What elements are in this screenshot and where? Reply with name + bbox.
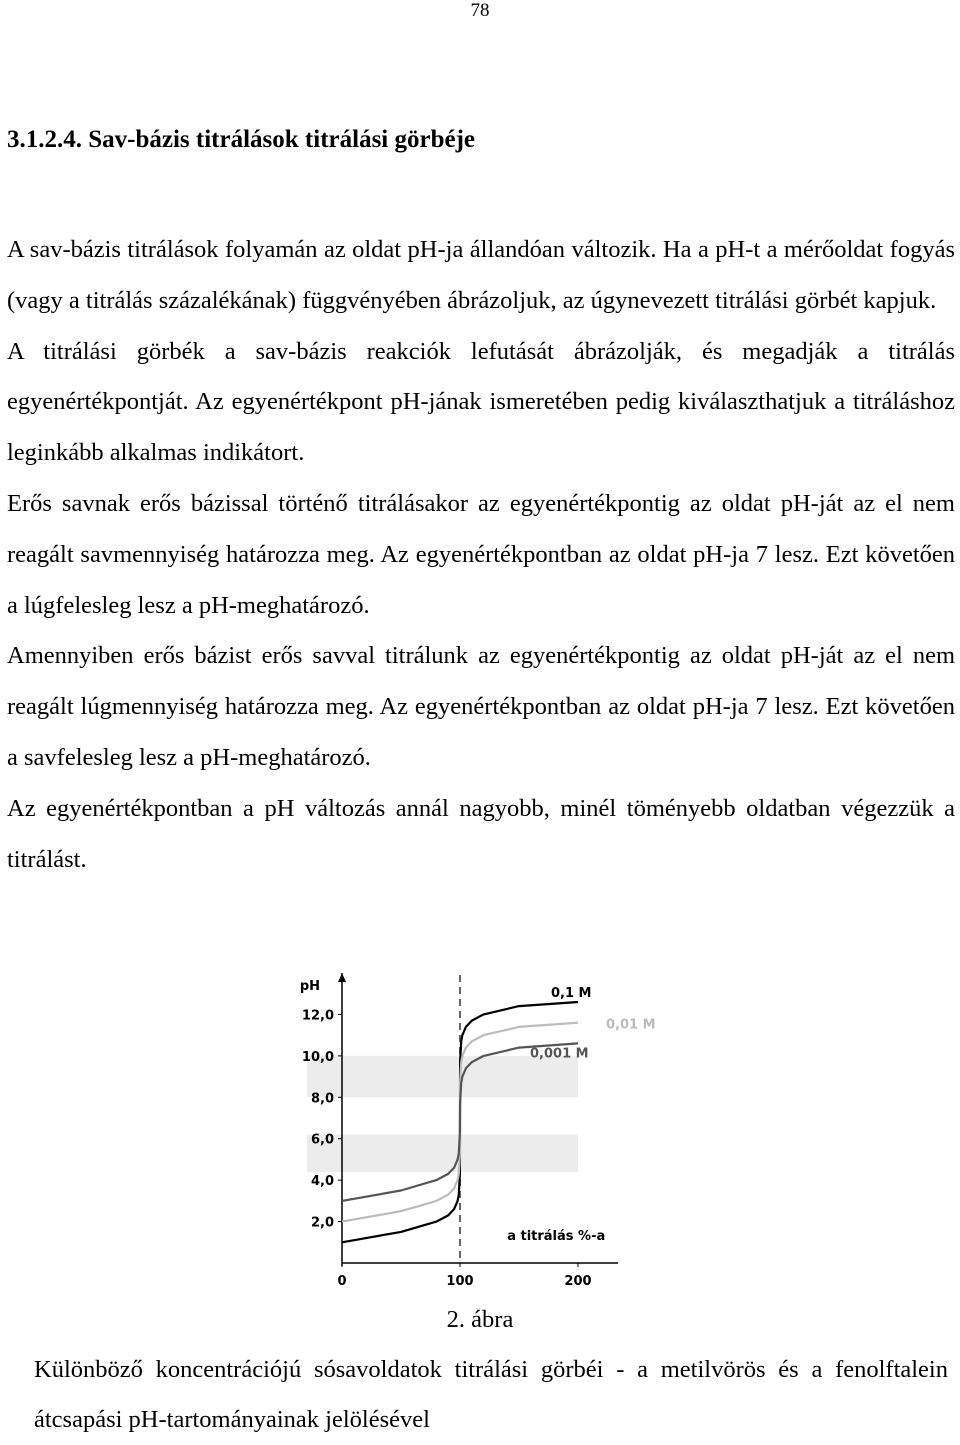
page-number: 78 <box>470 0 490 21</box>
x-tick-label: 100 <box>446 1274 474 1289</box>
y-tick-label: 6,0 <box>310 1132 334 1148</box>
x-tick-label: 0 <box>337 1274 347 1289</box>
y-tick-label: 2,0 <box>310 1215 334 1231</box>
x-axis-label: a titrálás %-a <box>507 1229 606 1244</box>
series-label-3: 0,001 M <box>530 1046 589 1062</box>
section-heading: 3.1.2.4. Sav-bázis titrálások titrálási görbéje <box>7 126 476 153</box>
paragraph-3: Erős savnak erős bázissal történő titrálásakor az egyenértékpontig az oldat pH-ját az el nem reagált savmennyiség határozza meg. Az egyenértékpontban az oldat pH-ja 7 lesz. Ezt követően a lúgfelesleg lesz a pH-meghatározó. <box>7 489 955 619</box>
series-label-1: 0,1 M <box>551 986 592 1001</box>
body-text <box>7 225 955 885</box>
indicator-band-2 <box>307 1132 578 1172</box>
paragraph-4: Amennyiben erős bázist erős savval titrálunk az egyenértékpontig az oldat pH-ját az el nem reagált lúgmennyiség határozza meg. Az egyenértékpontban az oldat pH-ja 7 lesz. Ezt követően a savfelesleg lesz a pH-meghatározó. <box>7 642 955 771</box>
y-axis-label: pH <box>299 979 320 994</box>
figure-number: 2. ábra <box>446 1306 514 1333</box>
titration-curve-chart <box>283 960 683 1290</box>
y-tick-label: 12,0 <box>301 1008 334 1024</box>
y-tick-label: 10,0 <box>301 1049 334 1065</box>
chart-canvas <box>283 960 683 1290</box>
paragraph-1: A sav-bázis titrálások folyamán az oldat pH-ja állandóan változik. Ha a pH-t a mérőoldat fogyás (vagy a titrálás százalékának) függvényében ábrázoljuk, az úgynevezett titrálási görbét kapjuk. <box>7 236 955 314</box>
paragraph-2: A titrálási görbék a sav-bázis reakciók lefutását ábrázolják, és megadják a titrálás egyenértékpontját. Az egyenértékpont pH-jának ismeretében pedig kiválaszthatjuk a titráláshoz leginkább alkalmas indikátort. <box>7 337 955 467</box>
indicator-band-1 <box>307 1056 578 1097</box>
y-tick-label: 8,0 <box>310 1091 334 1107</box>
x-tick-label: 200 <box>564 1274 592 1289</box>
y-axis-arrow <box>338 973 346 982</box>
figure-caption: Különböző koncentrációjú sósavoldatok titrálási görbéi - a metilvörös és a fenolftalein átcsapási pH-tartományainak jelölésével <box>34 1356 948 1433</box>
series-label-2: 0,01 M <box>606 1017 656 1033</box>
y-tick-label: 4,0 <box>310 1174 334 1190</box>
paragraph-5: Az egyenértékpontban a pH változás annál nagyobb, minél töményebb oldatban végezzük a titrálást. <box>7 794 955 873</box>
